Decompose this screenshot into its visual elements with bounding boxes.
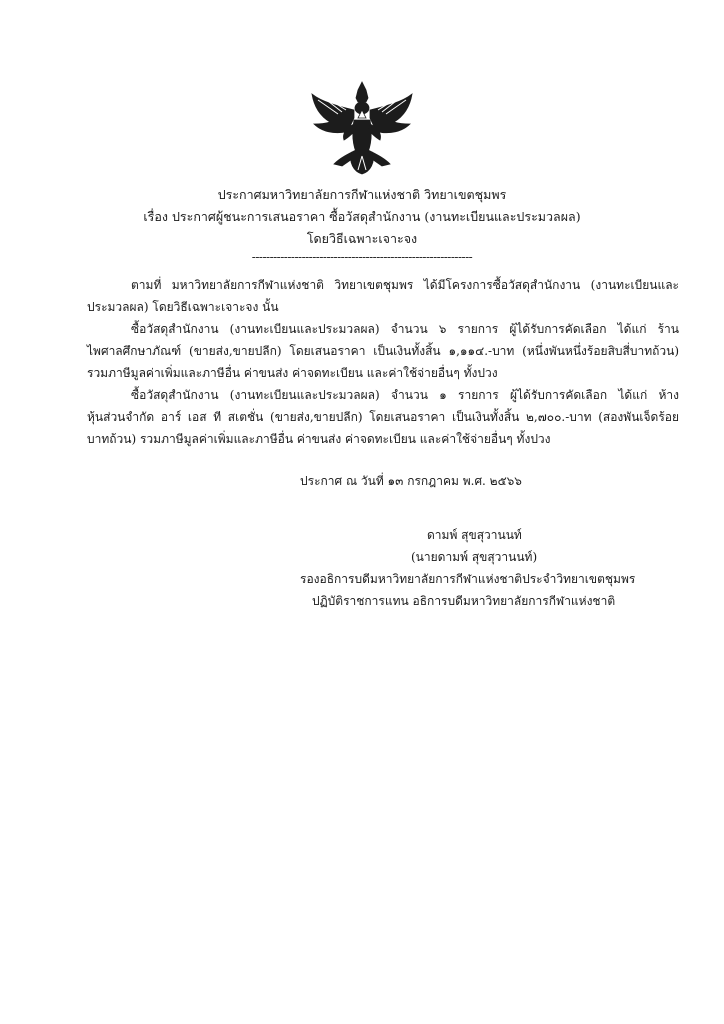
paragraph-1-line-1: ตามที่ มหาวิทยาลัยการกีฬาแห่งชาติ วิทยาเขตชุมพร ได้มีโครงการซื้อวัสดุสำนักงาน (งานทะเบียนและ xyxy=(131,278,679,292)
paragraph-2-line-2: ไพศาลศึกษาภัณฑ์ (ขายส่ง,ขายปลีก) โดยเสนอราคา เป็นเงินทั้งสิ้น ๑,๑๑๔.-บาท (หนึ่งพันหนึ่งร้อยสิบสี่บาทถ้วน) xyxy=(87,344,679,358)
announcement-subject: เรื่อง ประกาศผู้ชนะการเสนอราคา ซื้อวัสดุสำนักงาน (งานทะเบียนและประมวลผล) xyxy=(143,209,581,224)
signature-name: ดามพ์ สุขสุวานนท์ xyxy=(427,528,522,542)
signatory-acting-position: ปฏิบัติราชการแทน อธิการบดีมหาวิทยาลัยการกีฬาแห่งชาติ xyxy=(312,594,616,608)
paragraph-2-line-3: รวมภาษีมูลค่าเพิ่มและภาษีอื่น ค่าขนส่ง ค่าจดทะเบียน และค่าใช้จ่ายอื่นๆ ทั้งปวง xyxy=(87,366,498,380)
signatory-position: รองอธิการบดีมหาวิทยาลัยการกีฬาแห่งชาติประจำวิทยาเขตชุมพร xyxy=(300,572,636,586)
announce-date: ประกาศ ณ วันที่ ๑๓ กรกฎาคม พ.ศ. ๒๕๖๖ xyxy=(300,474,522,488)
paragraph-2-line-1: ซื้อวัสดุสำนักงาน (งานทะเบียนและประมวลผล) จำนวน ๖ รายการ ผู้ได้รับการคัดเลือก ได้แก่ ร้าน xyxy=(131,322,679,336)
paragraph-3-line-3: บาทถ้วน) รวมภาษีมูลค่าเพิ่มและภาษีอื่น ค่าขนส่ง ค่าจดทะเบียน และค่าใช้จ่ายอื่นๆ ทั้งปวง xyxy=(87,432,551,446)
paragraph-3-line-2: หุ้นส่วนจำกัด อาร์ เอส ที สเตชั่น (ขายส่ง,ขายปลีก) โดยเสนอราคา เป็นเงินทั้งสิ้น ๒,๗๐๐.-บาท (สองพันเจ็ดร้อย xyxy=(87,410,680,424)
announcement-title: ประกาศมหาวิทยาลัยการกีฬาแห่งชาติ วิทยาเขตชุมพร xyxy=(217,187,507,202)
paragraph-1-line-2: ประมวลผล) โดยวิธีเฉพาะเจาะจง นั้น xyxy=(87,300,279,314)
garuda-emblem-icon xyxy=(308,80,416,176)
procurement-method: โดยวิธีเฉพาะเจาะจง xyxy=(306,231,418,246)
header-divider: -------------------------------------------------------------- xyxy=(251,250,473,264)
paragraph-3-line-1: ซื้อวัสดุสำนักงาน (งานทะเบียนและประมวลผล) จำนวน ๑ รายการ ผู้ได้รับการคัดเลือก ได้แก่ ห้าง xyxy=(131,388,679,402)
signatory-full-name: (นายดามพ์ สุขสุวานนท์) xyxy=(411,550,538,564)
